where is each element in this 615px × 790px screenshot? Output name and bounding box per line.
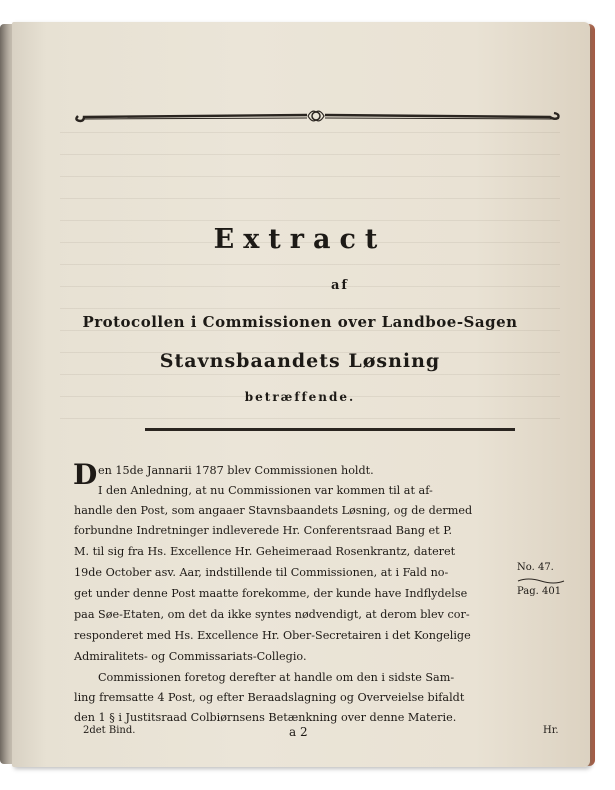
body-line: I den Anledning, at nu Commissionen var kommen til at af- — [98, 484, 433, 497]
body-line: en 15de Jannarii 1787 blev Commissionen holdt. — [98, 464, 374, 477]
margin-note-page: Pag. 401 — [517, 586, 562, 597]
body-line: M. til sig fra Hs. Excellence Hr. Geheimeraad Rosenkrantz, dateret — [74, 545, 456, 558]
body-line: forbundne Indretninger indleverede Hr. Conferentsraad Bang et P. — [74, 524, 453, 537]
ornamental-rule — [72, 106, 560, 128]
body-line: den 1 § i Justitsraad Colbiørnsens Betænkning over denne Materie. — [74, 711, 457, 724]
bleed-through — [60, 120, 560, 420]
footer-volume: 2det Bind. — [83, 725, 136, 736]
margin-note-number: No. 47. — [517, 562, 554, 573]
body-line: responderet med Hs. Excellence Hr. Ober-Secretairen i det Kongelige — [74, 629, 471, 642]
body-line: Commissionen foretog derefter at handle om den i sidste Sam- — [98, 671, 455, 684]
margin-note-flourish — [516, 577, 566, 585]
body-line: 19de October asv. Aar, indstillende til Commissionen, at i Fald no- — [74, 566, 449, 579]
body-line: Admiralitets- og Commissariats-Collegio. — [74, 650, 307, 663]
document-title: Extract — [213, 224, 387, 255]
drop-cap: D — [73, 458, 98, 491]
body-line: get under denne Post maatte forekomme, der kunde have Indflydelse — [74, 587, 468, 600]
subtitle-line-1: Protocollen i Commissionen over Landboe-Sagen — [82, 313, 518, 331]
body-line: ling fremsatte 4 Post, og efter Beraadslagning og Overveielse bifaldt — [74, 691, 465, 704]
title-af: af — [330, 278, 349, 293]
body-line: paa Søe-Etaten, om det da ikke syntes nødvendigt, at derom blev cor- — [74, 608, 470, 621]
subtitle-line-3: betræffende. — [244, 390, 356, 404]
body-line: handle den Post, som angaaer Stavnsbaandets Løsning, og de dermed — [74, 504, 473, 517]
footer-signature: a 2 — [289, 725, 308, 739]
footer-catchword: Hr. — [543, 725, 559, 736]
subtitle-line-2: Stavnsbaandets Løsning — [159, 350, 441, 372]
section-rule — [145, 428, 515, 431]
